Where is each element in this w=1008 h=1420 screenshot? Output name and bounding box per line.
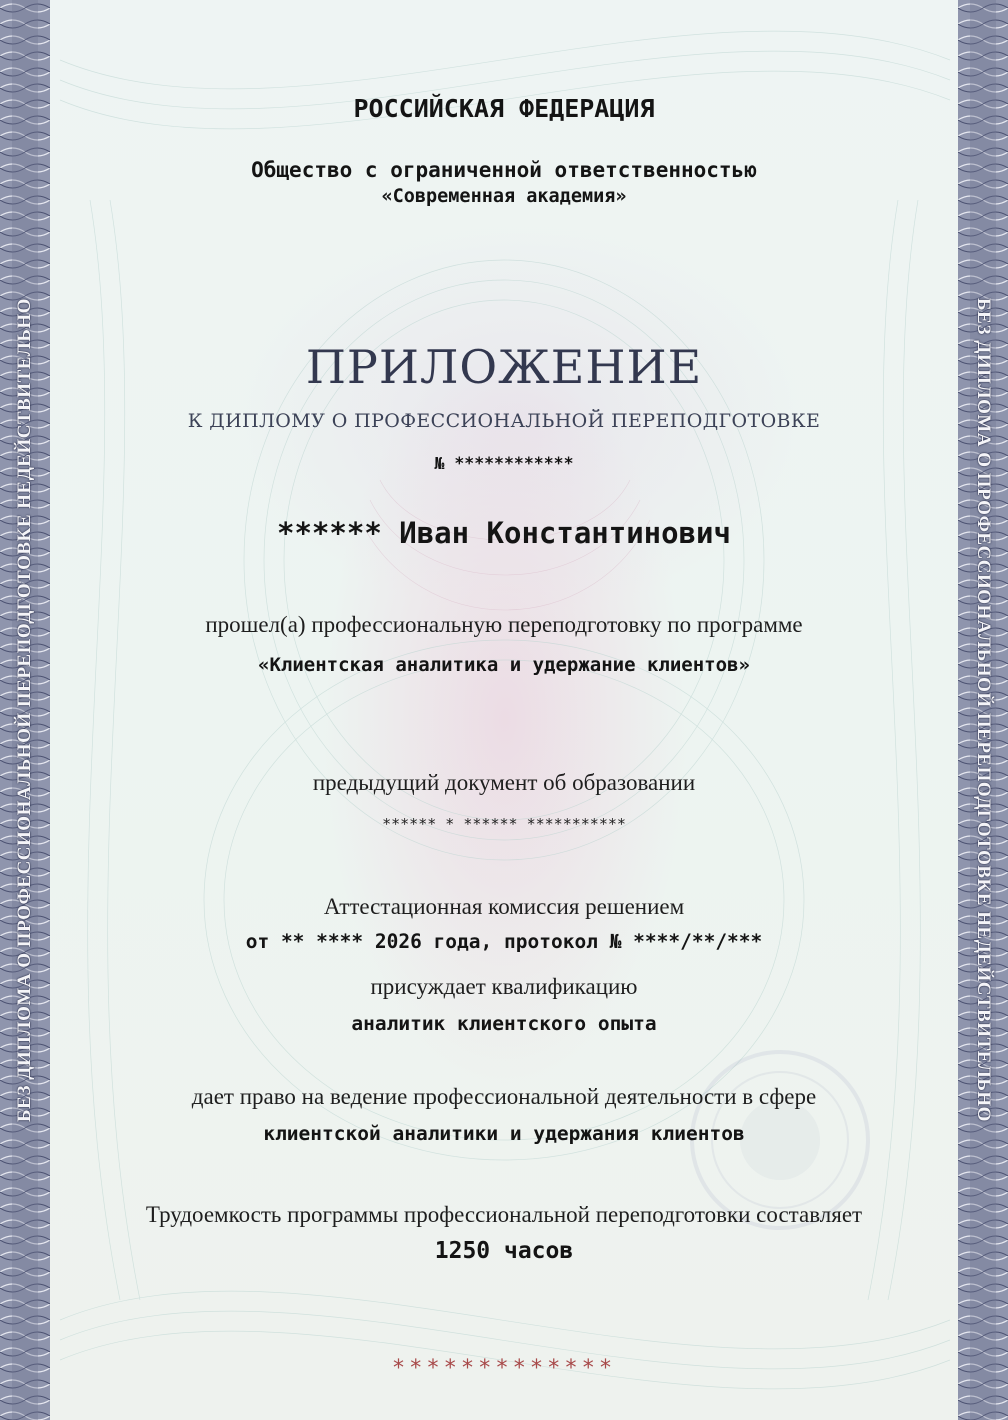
rights-text: дает право на ведение профессиональной деятельности в сфере: [191, 1084, 817, 1109]
previous-document-value: ****** * ****** ***********: [382, 815, 626, 833]
recipient-name: ****** Иван Константинович: [277, 516, 731, 550]
organization-type: Общество с ограниченной ответственностью: [251, 158, 757, 182]
left-security-border: [0, 0, 50, 1420]
workload-hours: 1250 часов: [434, 1238, 574, 1264]
commission-text: Аттестационная комиссия решением: [323, 894, 685, 919]
organization-name: «Современная академия»: [381, 186, 627, 207]
document-subtitle: К ДИПЛОМУ О ПРОФЕССИОНАЛЬНОЙ ПЕРЕПОДГОТОВКЕ: [187, 410, 821, 432]
country-heading: РОССИЙСКАЯ ФЕДЕРАЦИЯ: [353, 94, 655, 123]
right-security-border: [958, 0, 1008, 1420]
qualification: аналитик клиентского опыта: [351, 1012, 657, 1035]
previous-document-label: предыдущий документ об образовании: [312, 770, 696, 795]
serial-stars: *************: [391, 1356, 617, 1381]
right-border-text: БЕЗ ДИПЛОМА О ПРОФЕССИОНАЛЬНОЙ ПЕРЕПОДГОТОВКЕ НЕДЕЙСТВИТЕЛЬНО: [973, 298, 994, 1122]
awards-text: присуждает квалификацию: [370, 974, 638, 999]
completed-text: прошел(а) профессиональную переподготовку по программе: [205, 612, 803, 637]
document-title: ПРИЛОЖЕНИЕ: [305, 340, 703, 394]
workload-text: Трудоемкость программы профессиональной переподготовки составляет: [145, 1202, 863, 1227]
document-number: № ************: [434, 454, 574, 473]
program-name: «Клиентская аналитика и удержание клиентов»: [258, 654, 750, 676]
activity-sphere: клиентской аналитики и удержания клиентов: [263, 1122, 745, 1145]
decision-details: от ** **** 2026 года, протокол № ****/**/***: [245, 930, 763, 953]
left-border-text: БЕЗ ДИПЛОМА О ПРОФЕССИОНАЛЬНОЙ ПЕРЕПОДГОТОВКЕ НЕДЕЙСТВИТЕЛЬНО: [14, 298, 35, 1122]
